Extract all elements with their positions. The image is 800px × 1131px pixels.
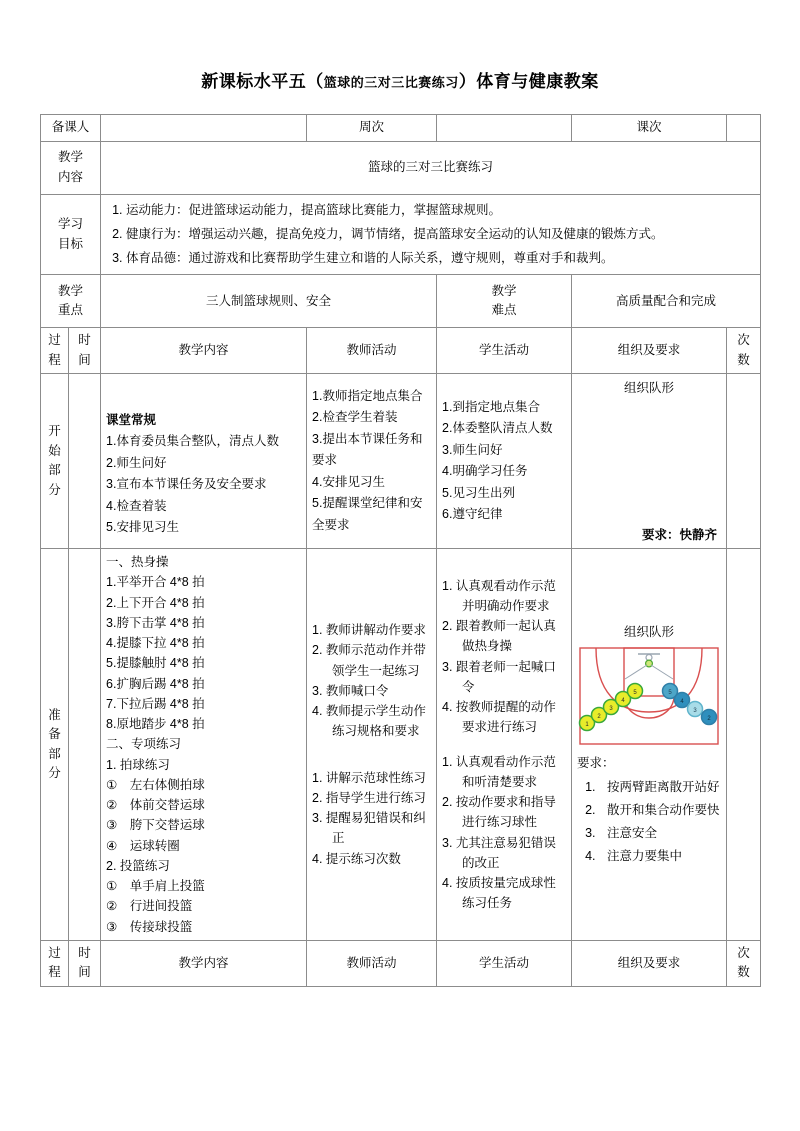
col-header-organization: 组织及要求	[572, 328, 727, 374]
teacher-item: 4.安排见习生	[312, 474, 385, 489]
content-group-heading: 一、热身操	[106, 555, 169, 570]
content-item: 3.宣布本节课任务及安全要求	[106, 477, 267, 492]
objectives-label	[41, 194, 101, 275]
student-block-start	[442, 397, 566, 526]
table-footer-header	[41, 940, 761, 986]
drill-item: ② 行进间投篮	[106, 899, 193, 914]
teacher-block1-prepare	[312, 620, 431, 742]
key-difficulty-row	[41, 275, 761, 328]
drill-item: ③ 传接球投篮	[106, 919, 193, 934]
student-item: 1. 认真观看动作示范并明确动作要求	[442, 578, 556, 613]
content-item: 5.安排见习生	[106, 520, 179, 535]
objectives-row	[41, 194, 761, 275]
org-requirement-item: 3. 注意安全	[599, 822, 721, 845]
teacher-item: 5.提醒课堂纪律和安全要求	[312, 496, 423, 532]
warmup-item: 8.原地踏步 4*8 拍	[106, 717, 205, 732]
lesson-label: 课次	[572, 115, 727, 141]
teacher-block-start	[312, 386, 431, 537]
section-row-prepare	[41, 549, 761, 941]
col-header-student: 学生活动	[437, 328, 572, 374]
teaching-content-row	[41, 141, 761, 194]
player-number: 4	[680, 698, 684, 705]
teacher-block2-prepare	[312, 768, 431, 869]
difficulty-value: 高质量配合和完成	[572, 275, 761, 328]
section-organization-start	[572, 374, 727, 549]
teacher-item: 1.教师指定地点集合	[312, 388, 423, 403]
org-requirement-item: 1. 按两臂距离散开站好	[599, 776, 721, 799]
warmup-item: 1.平举开合 4*8 拍	[106, 575, 205, 590]
section-teacher-prepare	[307, 549, 437, 941]
preparer-value[interactable]	[101, 115, 307, 141]
content-group-heading: 二、专项练习	[106, 737, 182, 752]
teacher-item: 3. 提醒易犯错误和纠正	[312, 811, 426, 846]
drill-item: ② 体前交替运球	[106, 798, 205, 813]
org-requirement-start: 要求：快静齐	[642, 527, 718, 542]
table-column-header	[41, 328, 761, 374]
section-process-label-prepare: 准 备 部 分	[41, 549, 69, 941]
teaching-content-label-l2: 内容	[58, 169, 84, 184]
warmup-item: 2.上下开合 4*8 拍	[106, 595, 205, 610]
student-item: 6.遵守纪律	[442, 507, 503, 522]
org-requirement-item: 4. 注意力要集中	[599, 845, 721, 868]
key-point-value: 三人制篮球规则、安全	[101, 275, 437, 328]
org-title-prepare: 组织队形	[624, 624, 675, 639]
section-process-label-start: 开 始 部 分	[41, 374, 69, 549]
ball-icon	[646, 660, 653, 667]
drill-item: ① 左右体侧拍球	[106, 777, 205, 792]
footer-col-times: 次 数	[727, 940, 761, 986]
player-number: 2	[597, 713, 601, 720]
content-block-prepare	[106, 552, 301, 937]
basketball-half-court-svg	[578, 646, 720, 746]
week-value[interactable]	[437, 115, 572, 141]
drill-item: ① 单手肩上投篮	[106, 879, 205, 894]
footer-col-time: 时 间	[69, 940, 101, 986]
teacher-item: 2.检查学生着装	[312, 410, 398, 425]
teaching-content-label-l1: 教学	[58, 150, 84, 165]
section-content-prepare	[101, 549, 307, 941]
player-number: 5	[633, 689, 637, 696]
content-spacer	[106, 384, 301, 410]
player-number: 3	[693, 707, 697, 714]
objectives-label-l1: 学习	[58, 217, 84, 232]
section-student-start	[437, 374, 572, 549]
teacher-item: 3. 教师喊口令	[312, 683, 389, 698]
student-item: 4. 按教师提醒的动作要求进行练习	[442, 700, 556, 735]
org-title-start: 组织队形	[624, 381, 675, 396]
key-point-label	[41, 275, 101, 328]
drill-heading: 2. 投篮练习	[106, 858, 170, 873]
page-title-part1: 新课标水平五（	[201, 72, 324, 91]
section-time-start	[69, 374, 101, 549]
col-header-content: 教学内容	[101, 328, 307, 374]
lesson-plan-table	[40, 114, 761, 986]
teacher-item: 4. 提示练习次数	[312, 851, 401, 866]
section-row-start	[41, 374, 761, 549]
org-requirement-item: 2. 散开和集合动作要快	[599, 799, 721, 822]
warmup-item: 6.扩胸后踢 4*8 拍	[106, 676, 205, 691]
student-item: 1.到指定地点集合	[442, 399, 540, 414]
content-heading: 课堂常规	[106, 412, 157, 427]
student-item: 3.师生问好	[442, 442, 503, 457]
drill-heading: 1. 拍球练习	[106, 757, 170, 772]
section-content-start	[101, 374, 307, 549]
col-header-teacher: 教师活动	[307, 328, 437, 374]
difficulty-label	[437, 275, 572, 328]
student-item: 1. 认真观看动作示范和听清楚要求	[442, 754, 556, 789]
key-point-label-l1: 教学	[58, 284, 84, 299]
drill-item: ③ 胯下交替运球	[106, 818, 205, 833]
student-block2-prepare	[442, 752, 566, 914]
teacher-item: 4. 教师提示学生动作练习规格和要求	[312, 704, 426, 739]
teaching-content-value: 篮球的三对三比赛练习	[101, 141, 761, 194]
player-number: 4	[621, 697, 625, 704]
key-point-label-l2: 重点	[58, 303, 84, 318]
section-student-prepare	[437, 549, 572, 941]
student-item: 2. 按动作要求和指导进行练习球性	[442, 795, 556, 830]
col-header-process: 过 程	[41, 328, 69, 374]
org-requirement-heading: 要求：	[577, 755, 615, 770]
objective-item: 2. 健康行为：增强运动兴趣，提高免疫力，调节情绪，提高篮球安全运动的认知及健康的锻炼方式。	[126, 224, 755, 246]
page-title-subject: 篮球的三对三比赛练习	[323, 75, 459, 90]
teacher-item: 2. 教师示范动作并带领学生一起练习	[312, 643, 426, 678]
teacher-item: 1. 教师讲解动作要求	[312, 623, 426, 638]
objectives-label-l2: 目标	[58, 236, 84, 251]
warmup-item: 5.提膝触肘 4*8 拍	[106, 656, 205, 671]
week-label: 周次	[307, 115, 437, 141]
court-diagram	[577, 646, 721, 746]
footer-col-content: 教学内容	[101, 940, 307, 986]
student-item: 4.明确学习任务	[442, 464, 528, 479]
objective-item: 1. 运动能力：促进篮球运动能力，提高篮球比赛能力，掌握篮球规则。	[126, 200, 755, 222]
teacher-spacer	[312, 742, 431, 768]
drill-item: ④ 运球转圈	[106, 838, 180, 853]
section-time-prepare	[69, 549, 101, 941]
section-organization-prepare	[572, 549, 727, 941]
player-number: 3	[609, 705, 613, 712]
objectives-list-cell	[101, 194, 761, 275]
meta-row	[41, 115, 761, 141]
teacher-item: 3.提出本节课任务和要求	[312, 431, 423, 468]
section-times-start	[727, 374, 761, 549]
student-item: 2. 跟着教师一起认真做热身操	[442, 619, 556, 654]
player-number: 1	[585, 721, 589, 728]
student-spacer	[442, 738, 566, 752]
objectives-list	[106, 200, 755, 270]
section-teacher-start	[307, 374, 437, 549]
student-item: 3. 尤其注意易犯错误的改正	[442, 835, 556, 870]
footer-col-student: 学生活动	[437, 940, 572, 986]
content-item: 4.检查着装	[106, 498, 167, 513]
content-item: 1.体育委员集合整队，清点人数	[106, 434, 279, 449]
teaching-content-label	[41, 141, 101, 194]
page-title	[40, 0, 760, 114]
difficulty-label-l2: 难点	[491, 303, 517, 318]
footer-col-teacher: 教师活动	[307, 940, 437, 986]
section-times-prepare	[727, 549, 761, 941]
lesson-value[interactable]	[727, 115, 761, 141]
student-block1-prepare	[442, 576, 566, 738]
page-title-part2: ）体育与健康教案	[458, 72, 599, 91]
teacher-item: 1. 讲解示范球性练习	[312, 770, 426, 785]
col-header-times: 次 数	[727, 328, 761, 374]
player-number: 5	[668, 689, 672, 696]
footer-col-organization: 组织及要求	[572, 940, 727, 986]
preparer-label: 备课人	[41, 115, 101, 141]
student-item: 5.见习生出列	[442, 485, 515, 500]
org-requirements-prepare	[577, 752, 721, 869]
warmup-item: 7.下拉后踢 4*8 拍	[106, 696, 205, 711]
warmup-item: 3.胯下击掌 4*8 拍	[106, 615, 205, 630]
content-item: 2.师生问好	[106, 455, 167, 470]
warmup-item: 4.提膝下拉 4*8 拍	[106, 636, 205, 651]
teacher-item: 2. 指导学生进行练习	[312, 790, 426, 805]
student-item: 3. 跟着老师一起喊口令	[442, 659, 556, 694]
student-item: 4. 按质按量完成球性练习任务	[442, 876, 556, 911]
student-item: 2.体委整队清点人数	[442, 421, 553, 436]
content-block-start	[106, 410, 301, 539]
org-requirement-list	[577, 776, 721, 869]
difficulty-label-l1: 教学	[491, 284, 517, 299]
objective-item: 3. 体育品德：通过游戏和比赛帮助学生建立和谐的人际关系，遵守规则，尊重对手和裁判。	[126, 248, 755, 270]
player-number: 2	[707, 715, 711, 722]
footer-col-process: 过 程	[41, 940, 69, 986]
col-header-time: 时 间	[69, 328, 101, 374]
